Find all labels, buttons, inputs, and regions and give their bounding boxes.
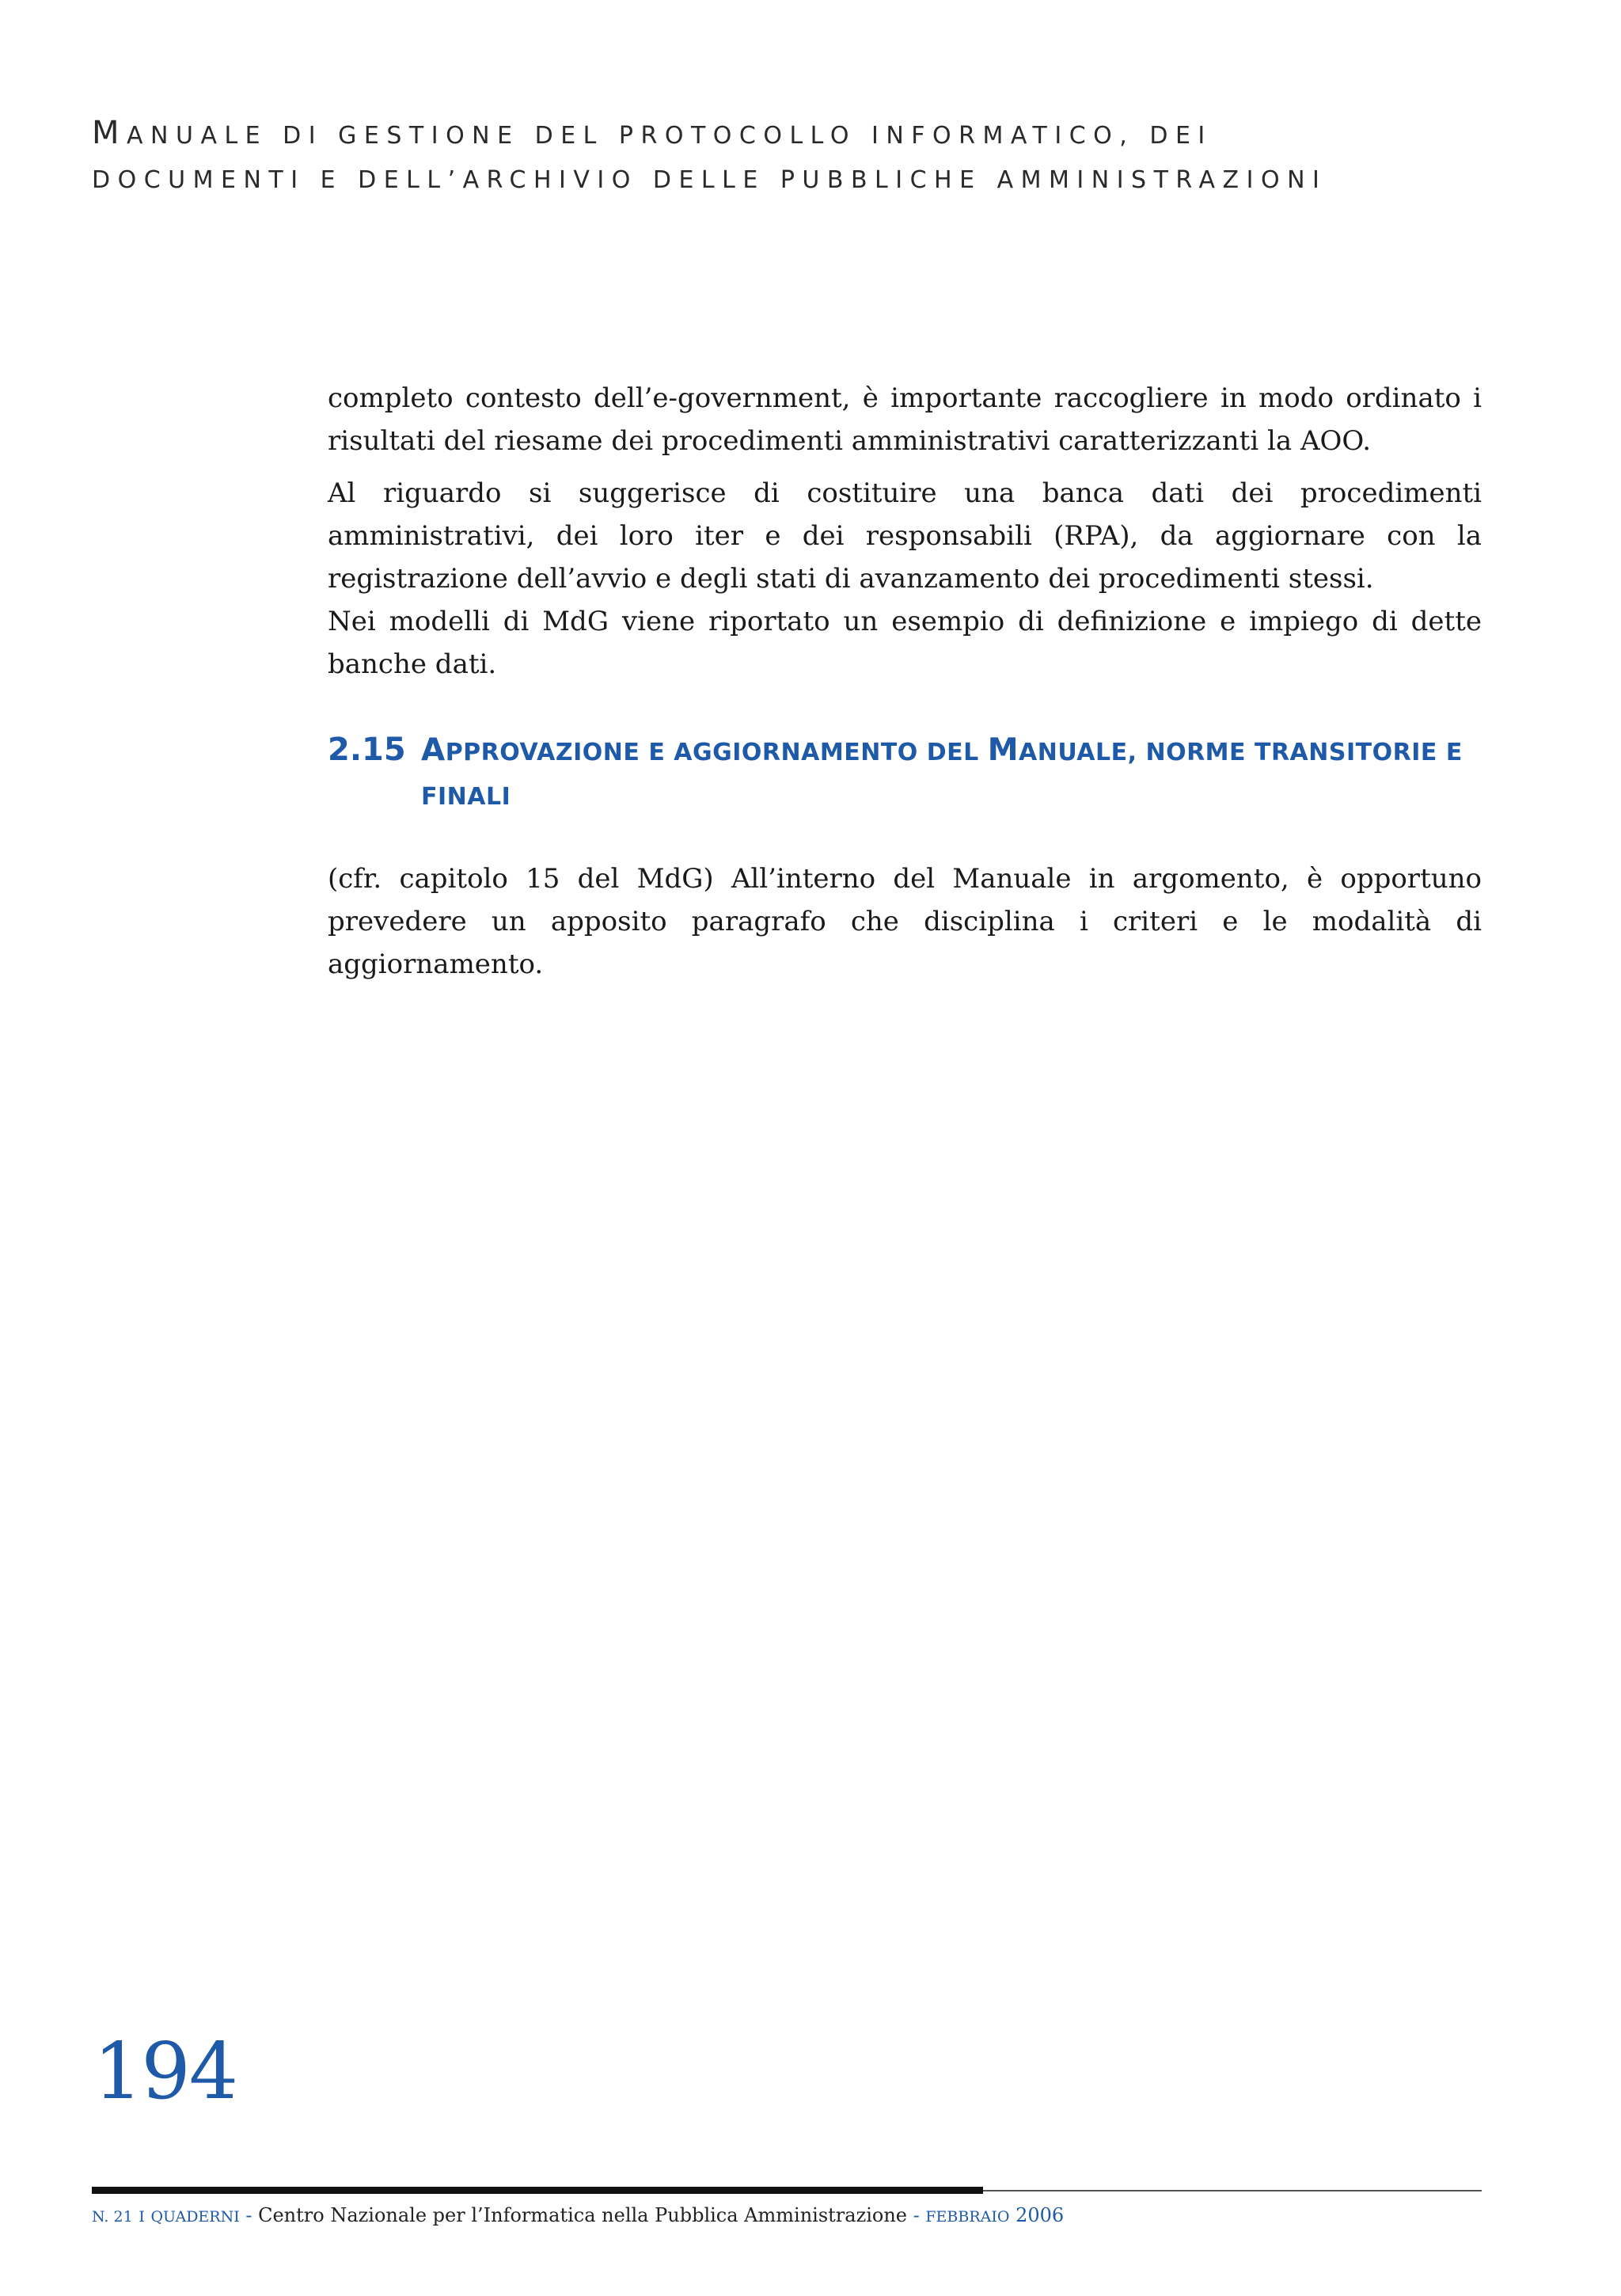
section-title: APPROVAZIONE E AGGIORNAMENTO DEL MANUALE, NORME TRANSITORIE E FINALI <box>421 732 1463 811</box>
running-header-line-1: MANUALE DI GESTIONE DEL PROTOCOLLO INFORMATICO, DEI <box>92 115 1213 151</box>
running-header-line-2: DOCUMENTI E DELL’ARCHIVIO DELLE PUBBLICHE AMMINISTRAZIONI <box>92 166 1327 194</box>
footer-separator: I <box>139 2208 145 2226</box>
footer-rule-thin <box>983 2190 1482 2191</box>
paragraph-3: Nei modelli di MdG viene riportato un esempio di definizione e impiego di dette banche dati. <box>328 606 1482 680</box>
section-heading <box>328 728 1482 819</box>
footer <box>92 2204 1064 2226</box>
page-number: 194 <box>93 2027 237 2117</box>
footer-dash-1: - <box>239 2204 259 2226</box>
main-content <box>328 377 1482 986</box>
footer-date-month: FEBBRAIO <box>925 2208 1010 2226</box>
paragraph-2: Al riguardo si suggerisce di costituire una banca dati dei procedimenti amministrativi, dei loro iter e dei responsabili (RPA), da aggiornare con la registrazione dell’avvio e degli stati di avanzamento dei procedimenti stessi. <box>328 477 1482 595</box>
section-number: 2.15 <box>328 732 406 768</box>
footer-rule-thick <box>92 2187 983 2194</box>
paragraph-1: completo contesto dell’e-government, è importante raccogliere in modo ordinato i risultati del riesame dei procedimenti amministrativi caratterizzanti la AOO. <box>328 382 1482 457</box>
footer-date-year: 2006 <box>1015 2204 1065 2226</box>
running-header <box>92 111 1485 203</box>
footer-dash-2: - <box>907 2204 926 2226</box>
footer-issue: N. 21 <box>92 2208 133 2226</box>
footer-series: QUADERNI <box>150 2208 240 2226</box>
footer-publisher: Centro Nazionale per l’Informatica nella Pubblica Amministrazione <box>258 2204 907 2226</box>
paragraph-4: (cfr. capitolo 15 del MdG) All’interno del Manuale in argomento, è opportuno prevedere un apposito paragrafo che disciplina i criteri e le modalità di aggiornamento. <box>328 863 1482 980</box>
